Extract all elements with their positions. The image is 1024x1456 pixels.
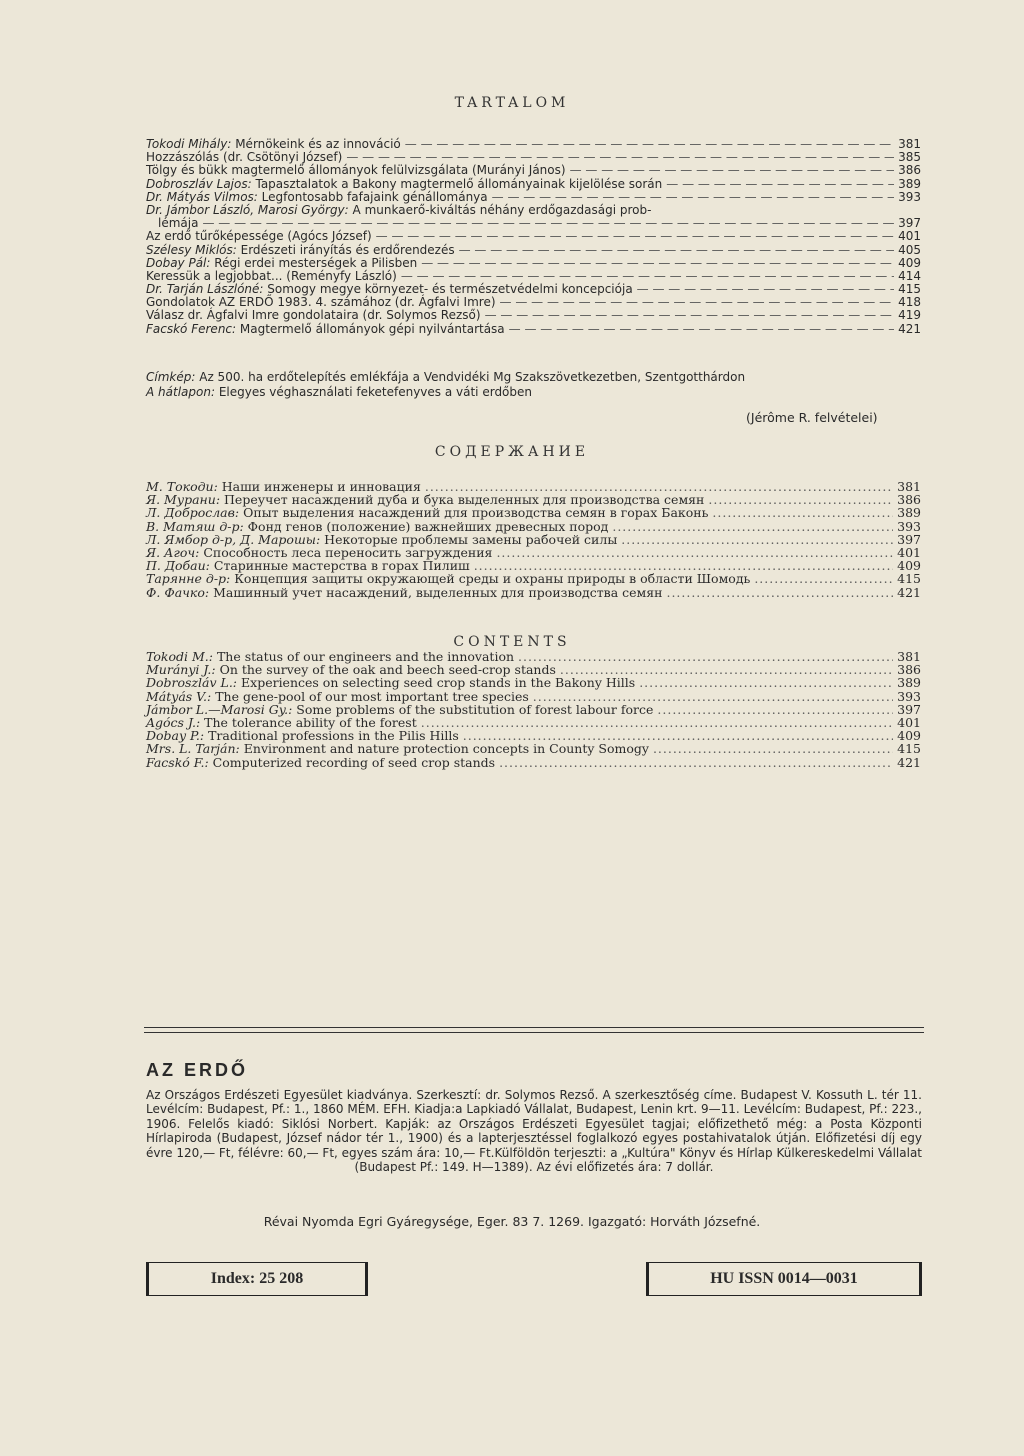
toc-title: lémája xyxy=(158,216,199,231)
toc-leader xyxy=(754,572,893,585)
toc-entry xyxy=(146,520,921,533)
toc-page-number: 381 xyxy=(898,137,921,151)
toc-entry xyxy=(146,191,921,204)
toc-title: Keressük a legjobbat... (Reményfy László) xyxy=(146,268,397,283)
toc-page-number: 397 xyxy=(897,701,921,717)
toc-entry xyxy=(146,703,921,716)
toc-title: The status of our engineers and the innovation xyxy=(216,649,515,664)
ru-heading: СОДЕРЖАНИЕ xyxy=(434,444,590,460)
toc-entry xyxy=(146,244,921,257)
toc-author: Facskó F.: xyxy=(146,754,209,770)
toc-page-number: 393 xyxy=(897,518,921,534)
toc-page-number: 409 xyxy=(897,728,921,744)
toc-entry xyxy=(146,756,921,769)
toc-title: Переучет насаждений дуба и бука выделенных для производства семян xyxy=(224,492,705,508)
toc-author: Agócs J.: xyxy=(146,714,201,730)
toc-author: Dr. Mátyás Vilmos: xyxy=(146,189,258,204)
toc-page-number: 393 xyxy=(898,189,921,204)
ru-toc xyxy=(146,480,921,599)
toc-author: П. Добаи: xyxy=(146,558,210,574)
toc-page-number: 381 xyxy=(897,649,921,664)
toc-author: Tokodi M.: xyxy=(146,649,213,664)
toc-author: Mátyás V.: xyxy=(146,688,212,704)
toc-author: Dr. Jámbor László, Marosi György: xyxy=(146,202,349,217)
toc-author: Я. Мурани: xyxy=(146,492,221,508)
toc-page-number: 409 xyxy=(898,255,921,270)
toc-author: В. Матяш д-р: xyxy=(146,518,244,534)
toc-title: Az erdő tűrőképessége (Agócs József) xyxy=(146,229,372,244)
toc-leader xyxy=(612,520,893,533)
toc-title: Старинные мастерства в горах Пилиш xyxy=(213,558,470,574)
toc-page-number: 415 xyxy=(898,282,921,297)
index-box: Index: 25 208 xyxy=(146,1262,368,1296)
toc-author: Л. Ямбор д-р, Д. Марошы: xyxy=(146,531,321,547)
toc-entry xyxy=(146,257,921,270)
hu-toc xyxy=(146,138,921,336)
toc-leader xyxy=(496,546,893,559)
toc-title: Способность леса переносить загруждения xyxy=(203,544,493,560)
toc-author: М. Токоди: xyxy=(146,479,218,494)
divider-top xyxy=(144,1027,924,1028)
toc-title: Tapasztalatok a Bakony magtermelő állományainak kijelölése során xyxy=(255,176,663,191)
toc-page-number: 414 xyxy=(898,268,921,283)
toc-page-number: 419 xyxy=(898,308,921,323)
toc-title: Legfontosabb fafajaink génállománya xyxy=(261,189,488,204)
toc-entry xyxy=(146,690,921,703)
toc-author: Тарянне д-р: xyxy=(146,571,231,587)
toc-entry xyxy=(146,178,921,191)
toc-page-number: 397 xyxy=(898,216,921,231)
toc-entry xyxy=(146,323,921,336)
toc-page-number: 421 xyxy=(898,321,921,336)
toc-title: Машинный учет насаждений, выделенных для производства семян xyxy=(213,584,663,600)
cover-caption: Címkép: Az 500. ha erdőtelepítés emlékfája a Vendvidéki Mg Szakszövetkezetben, Szentgotthárdon xyxy=(146,370,746,384)
toc-page-number: 421 xyxy=(897,584,921,600)
toc-page-number: 389 xyxy=(897,505,921,521)
toc-title: The tolerance ability of the forest xyxy=(204,714,417,730)
toc-title: A munkaerő-kiváltás néhány erdőgazdasági prob- xyxy=(352,202,652,217)
toc-leader xyxy=(666,586,893,599)
toc-title: Some problems of the substitution of forest labour force xyxy=(296,701,654,717)
toc-leader xyxy=(666,178,894,191)
toc-title: Erdészeti irányítás és erdőrendezés xyxy=(240,242,455,257)
toc-page-number: 401 xyxy=(898,229,921,244)
toc-author: Dobay P.: xyxy=(146,728,205,744)
toc-leader xyxy=(405,138,894,151)
toc-leader xyxy=(639,676,893,689)
toc-leader xyxy=(421,257,894,270)
toc-page-number: 389 xyxy=(898,176,921,191)
toc-leader xyxy=(653,742,893,755)
toc-author: Mrs. L. Tarján: xyxy=(146,741,240,757)
toc-author: Dobroszláv L.: xyxy=(146,675,238,691)
toc-leader xyxy=(708,493,893,506)
toc-author: Facskó Ferenc: xyxy=(146,321,237,336)
toc-page-number: 386 xyxy=(897,492,921,508)
toc-page-number: 401 xyxy=(897,714,921,730)
toc-author: Dr. Tarján Lászlóné: xyxy=(146,282,264,297)
toc-leader xyxy=(657,703,893,716)
toc-title: Computerized recording of seed crop stands xyxy=(212,754,496,770)
toc-author: Ф. Фачко: xyxy=(146,584,210,600)
printer-line: Révai Nyomda Egri Gyáregysége, Eger. 83 7. 1269. Igazgató: Horváth Józsefné. xyxy=(263,1214,761,1229)
toc-page-number: 409 xyxy=(897,558,921,574)
toc-page-number: 386 xyxy=(897,662,921,678)
toc-entry xyxy=(146,204,921,217)
toc-title: Опыт выделения насаждений для производства семян в горах Баконь xyxy=(243,505,709,521)
toc-title: Traditional professions in the Pilis Hills xyxy=(208,728,459,744)
toc-page-number: 381 xyxy=(897,479,921,494)
toc-page-number: 386 xyxy=(898,163,921,178)
toc-entry xyxy=(146,586,921,599)
toc-title: Концепция защиты окружающей среды и охраны природы в области Шомодь xyxy=(234,571,751,587)
toc-title: Наши инженеры и инновация xyxy=(221,479,421,494)
toc-entry xyxy=(146,572,921,585)
toc-leader xyxy=(637,283,894,296)
toc-title: Magtermelő állományok gépi nyilvántartása xyxy=(239,321,505,336)
toc-title: The gene-pool of our most important tree species xyxy=(215,688,529,704)
toc-title: On the survey of the oak and beech seed-crop stands xyxy=(219,662,556,678)
toc-leader xyxy=(621,533,893,546)
toc-entry xyxy=(146,676,921,689)
toc-title: Válasz dr. Ágfalvi Imre gondolataira (dr. Solymos Rezső) xyxy=(146,308,481,323)
toc-author: Szélesy Miklós: xyxy=(146,242,237,257)
toc-title: Tölgy és bükk magtermelő állományok felülvizsgálata (Murányi János) xyxy=(146,163,566,178)
toc-entry xyxy=(146,533,921,546)
toc-entry xyxy=(146,230,921,243)
divider-bottom xyxy=(144,1032,924,1033)
toc-entry xyxy=(146,742,921,755)
toc-page-number: 385 xyxy=(898,150,921,165)
toc-leader xyxy=(499,756,893,769)
toc-leader xyxy=(485,309,895,322)
toc-leader xyxy=(518,650,893,663)
photo-captions xyxy=(146,370,921,400)
toc-author: Tokodi Mihály: xyxy=(146,137,232,151)
toc-author: Jámbor L.—Marosi Gy.: xyxy=(146,701,293,717)
toc-author: Murányi J.: xyxy=(146,662,216,678)
toc-author: Dobay Pál: xyxy=(146,255,211,270)
photo-credit: (Jérôme R. felvételei) xyxy=(746,410,878,425)
toc-entry xyxy=(146,506,921,519)
toc-title: Фонд генов (положение) важнейших древесных пород xyxy=(247,518,609,534)
toc-title: Environment and nature protection concepts in County Somogy xyxy=(243,741,649,757)
toc-page-number: 421 xyxy=(897,754,921,770)
imprint-text: Az Országos Erdészeti Egyesület kiadványa. Szerkesztí: dr. Solymos Rezső. A szerkesztőség címe. Budapest V. Kossuth L. tér 11. Levélcím: Budapest, Pf.: 1., 1860 MÉM. EFH. Kiadja:a Lapkiadó Vállalat, Budapest, Lenin krt. 9—11. Levélcím: Budapest, Pf.: 223., 1906. Felelős kiadó: Siklósi Norbert. Kapják: az Országos Erdészeti Egyesület tagjai; előfizethető még: a Posta Központi Hírlapiroda (Budapest, József nádor tér 1., 1900) és a lapterjesztéssel foglalkozó egyes postahivatalok útján. Előfizetési díj egy évre 120,— Ft, félévre: 60,— Ft, egyes szám ára: 10,— Ft.Külföldön terjeszti: a „Kultúra" Könyv és Hírlap Külkereskedelmi Vállalat (Budapest Pf.: 149. H—1389). Az évi előfizetés ára: 7 dollár. xyxy=(146,1088,922,1175)
toc-title: Somogy megye környezet- és természetvédelmi koncepciója xyxy=(267,282,633,297)
toc-page-number: 405 xyxy=(898,242,921,257)
toc-title: Régi erdei mesterségek a Pilisben xyxy=(214,255,418,270)
toc-page-number: 397 xyxy=(897,531,921,547)
toc-page-number: 401 xyxy=(897,544,921,560)
toc-leader xyxy=(459,244,894,257)
toc-leader xyxy=(421,716,893,729)
toc-page-number: 393 xyxy=(897,688,921,704)
toc-page-number: 418 xyxy=(898,295,921,310)
en-heading: CONTENTS xyxy=(453,634,571,650)
toc-leader xyxy=(570,164,895,177)
back-caption: A hátlapon: Elegyes véghasználati feketefenyves a váti erdőben xyxy=(146,385,533,399)
toc-entry xyxy=(146,309,921,322)
toc-title: Experiences on selecting seed crop stands in the Bakony Hills xyxy=(241,675,636,691)
journal-brand: AZ ERDŐ xyxy=(146,1060,248,1080)
toc-title: Mérnökeink és az innováció xyxy=(235,137,401,151)
toc-leader xyxy=(492,191,894,204)
issn-box: HU ISSN 0014—0031 xyxy=(646,1262,922,1296)
toc-author: Л. Доброслав: xyxy=(146,505,240,521)
toc-leader xyxy=(533,690,893,703)
toc-entry xyxy=(146,164,921,177)
toc-page-number: 415 xyxy=(897,741,921,757)
toc-page-number: 415 xyxy=(897,571,921,587)
toc-author: Я. Агоч: xyxy=(146,544,200,560)
toc-title: Некоторые проблемы замены рабочей силы xyxy=(324,531,618,547)
toc-leader xyxy=(500,296,895,309)
toc-leader xyxy=(509,323,894,336)
hu-heading: TARTALOM xyxy=(454,95,570,111)
toc-leader xyxy=(712,506,893,519)
toc-title: Hozzászólás (dr. Csötönyi József) xyxy=(146,150,343,165)
toc-author: Dobroszláv Lajos: xyxy=(146,176,252,191)
toc-leader xyxy=(376,230,894,243)
toc-page-number: 389 xyxy=(897,675,921,691)
en-toc xyxy=(146,650,921,769)
toc-title: Gondolatok AZ ERDŐ 1983. 4. számához (dr. Ágfalvi Imre) xyxy=(146,295,496,310)
